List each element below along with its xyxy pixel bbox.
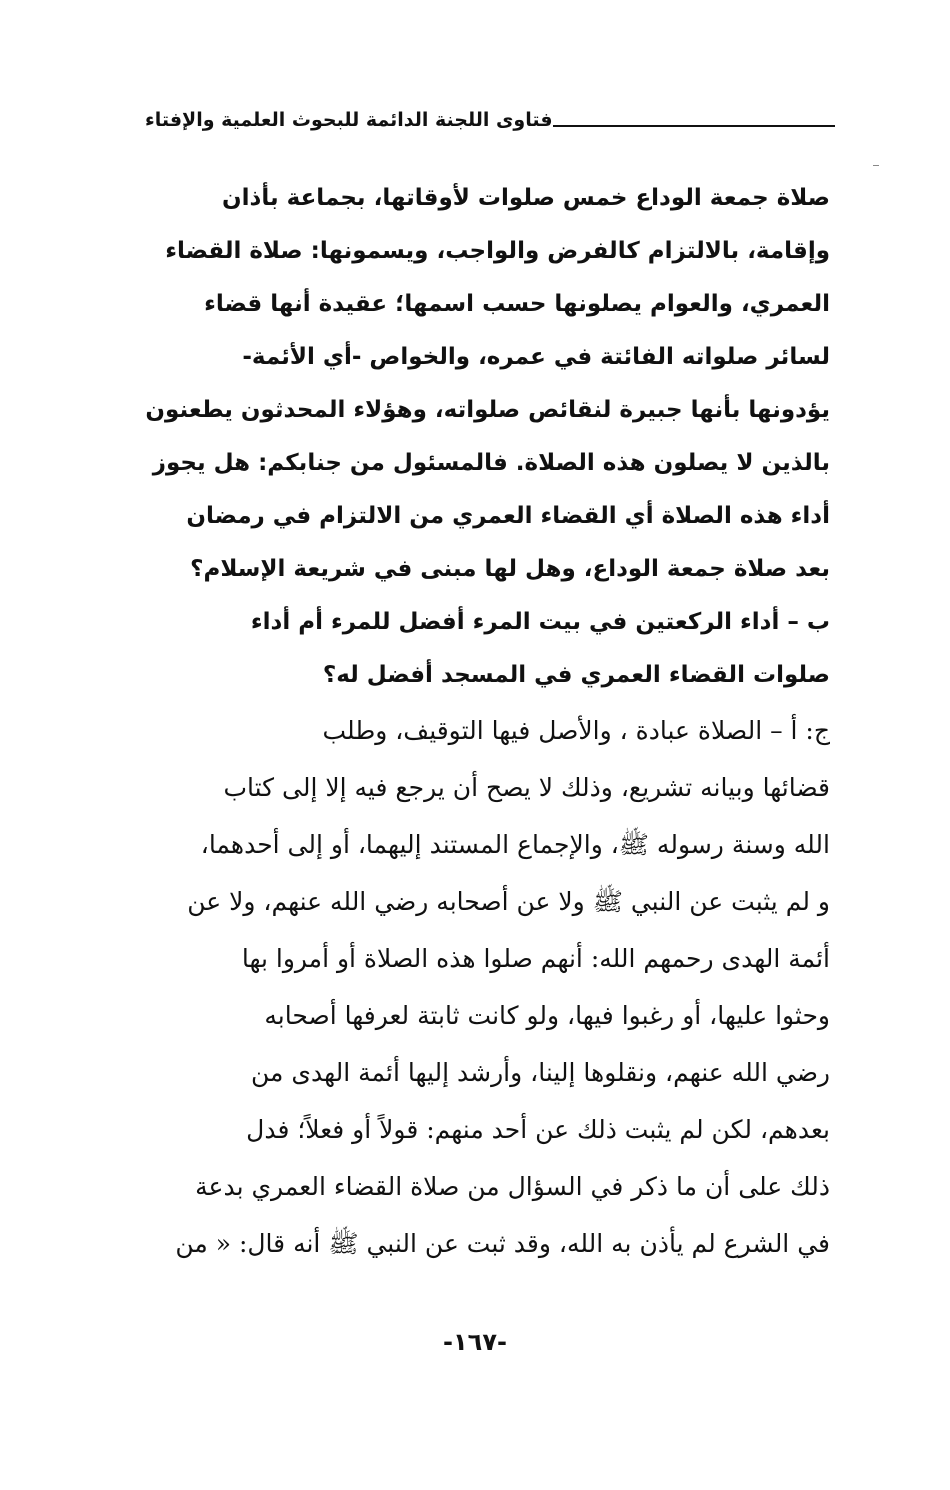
header-rule [553,125,835,127]
answer-line: قضائها وبيانه تشريع، وذلك لا يصح أن يرجع فيه إلا إلى كتاب [223,773,830,802]
body-text [140,172,830,1272]
question-line: بعد صلاة جمعة الوداع، وهل لها مبنى في شريعة الإسلام؟ [190,556,830,582]
answer-line: ج: أ – الصلاة عبادة ، والأصل فيها التوقيف، وطلب [322,716,830,745]
answer-line: و لم يثبت عن النبي ﷺ ولا عن أصحابه رضي الله عنهم، ولا عن [187,887,830,916]
question-line: صلاة جمعة الوداع خمس صلوات لأوقاتها، بجماعة بأذان [222,185,830,211]
answer-line: في الشرع لم يأذن به الله، وقد ثبت عن النبي ﷺ أنه قال: « من [175,1229,830,1258]
question-line: وإقامة، بالالتزام كالفرض والواجب، ويسمونها: صلاة القضاء [165,238,830,264]
question-line: صلوات القضاء العمري في المسجد أفضل له؟ [322,662,830,688]
answer-line: بعدهم، لكن لم يثبت ذلك عن أحد منهم: قولاً أو فعلاً؛ فدل [246,1115,830,1144]
answer-line: ذلك على أن ما ذكر في السؤال من صلاة القضاء العمري بدعة [195,1172,830,1201]
question-line: العمري، والعوام يصلونها حسب اسمها؛ عقيدة أنها قضاء [204,291,830,317]
question-line: يؤدونها بأنها جبيرة لنقائص صلواته، وهؤلاء المحدثون يطعنون [145,397,830,423]
margin-mark [873,165,879,166]
answer-line: الله وسنة رسوله ﷺ، والإجماع المستند إليهما، أو إلى أحدهما، [200,830,830,859]
question-line: أداء هذه الصلاة أي القضاء العمري من الالتزام في رمضان [186,503,830,529]
question-line: بالذين لا يصلون هذه الصلاة. فالمسئول من جنابكم: هل يجوز [152,450,830,476]
answer-line: وحثوا عليها، أو رغبوا فيها، ولو كانت ثابتة لعرفها أصحابه [264,1001,830,1030]
header-title: فتاوى اللجنة الدائمة للبحوث العلمية والإفتاء [145,109,553,131]
answer-line: أئمة الهدى رحمهم الله: أنهم صلوا هذه الصلاة أو أمروا بها [241,944,830,973]
question-line: لسائر صلواته الفائتة في عمره، والخواص -أي الأئمة- [242,344,830,370]
page-number: -١٦٧- [443,1328,507,1356]
question-line: ب – أداء الركعتين في بيت المرء أفضل للمرء أم أداء [250,609,830,635]
running-header [135,100,835,140]
answer-line: رضي الله عنهم، ونقلوها إلينا، وأرشد إليها أئمة الهدى من [251,1058,830,1087]
